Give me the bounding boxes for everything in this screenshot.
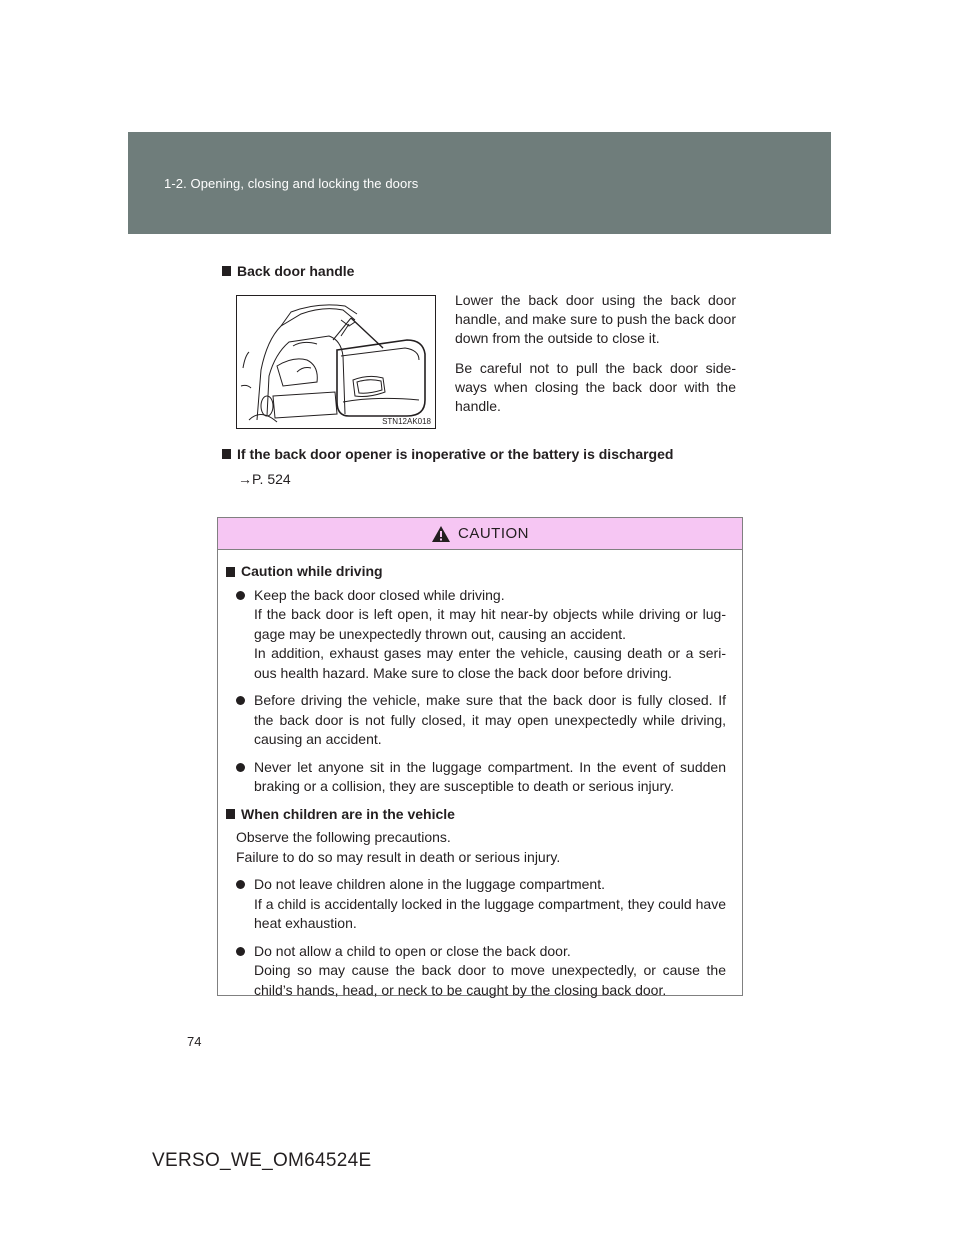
page-number: 74 (187, 1034, 202, 1049)
inoperative-heading (222, 446, 673, 462)
square-bullet-icon (226, 567, 235, 577)
document-code: VERSO_WE_OM64524E (152, 1150, 372, 1171)
bullet-text: Never let anyone sit in the luggage compartment. In the event of sudden braking or a collision, they are susceptible to death or serious injury. (254, 758, 726, 794)
back-door-handle-heading-text: Back door handle (237, 263, 355, 279)
caution-title: CAUTION (458, 525, 529, 542)
caution-section-heading (226, 562, 726, 582)
caution-header (218, 518, 742, 550)
back-door-handle-description (455, 291, 736, 427)
caution-bullet (236, 875, 726, 934)
chapter-header-band (128, 132, 831, 234)
paragraph: Be careful not to pull the back door side-ways when closing the back door with the handle. (455, 360, 736, 414)
bullet-text: Keep the back door closed while driving. If the back door is left open, it may hit near-by objects while driving or lug-gage may be unexpectedly thrown out, causing an accident. In addition, exhaust gases may enter the vehicle, causing death or a seri-ous health hazard. Make sure to close the back door before driving. (254, 586, 726, 681)
paragraph: Lower the back door using the back door handle, and make sure to push the back door down from the outside to close it. (455, 292, 736, 346)
square-bullet-icon (222, 449, 231, 459)
caution-bullet (236, 691, 726, 750)
vehicle-back-door-drawing (237, 296, 435, 428)
caution-section-heading (226, 805, 726, 825)
page-reference: →P. 524 (238, 471, 291, 487)
bullet-text: Before driving the vehicle, make sure that the back door is fully closed. If the back door is not fully closed, it may open unexpectedly while driving, causing an accident. (254, 692, 726, 747)
caution-driving-heading: Caution while driving (241, 563, 383, 579)
back-door-illustration (236, 295, 436, 429)
bullet-text: Do not leave children alone in the luggage compartment. If a child is accidentally locked in the luggage compartment, they could have heat exhaustion. (254, 876, 726, 931)
caution-intro: Observe the following precautions. Failure to do so may result in death or serious injury. (236, 829, 561, 865)
caution-bullet (236, 758, 726, 797)
caution-children-heading: When children are in the vehicle (241, 805, 455, 822)
square-bullet-icon (222, 266, 231, 276)
back-door-handle-heading (222, 263, 354, 279)
square-bullet-icon (226, 809, 235, 819)
bullet-text: Do not allow a child to open or close the back door. Doing so may cause the back door to move unexpectedly, or cause the child’s hands, head, or neck to be caught by the closing back door. (254, 942, 726, 998)
section-title: 1-2. Opening, closing and locking the doors (164, 176, 419, 191)
caution-box (217, 517, 743, 996)
caution-bullet (236, 942, 726, 1001)
figure-code: STN12AK018 (382, 417, 431, 426)
caution-body (218, 550, 742, 1000)
caution-bullet (236, 586, 726, 684)
inoperative-heading-text: If the back door opener is inoperative or the battery is discharged (237, 446, 674, 462)
warning-triangle-icon (431, 525, 451, 543)
